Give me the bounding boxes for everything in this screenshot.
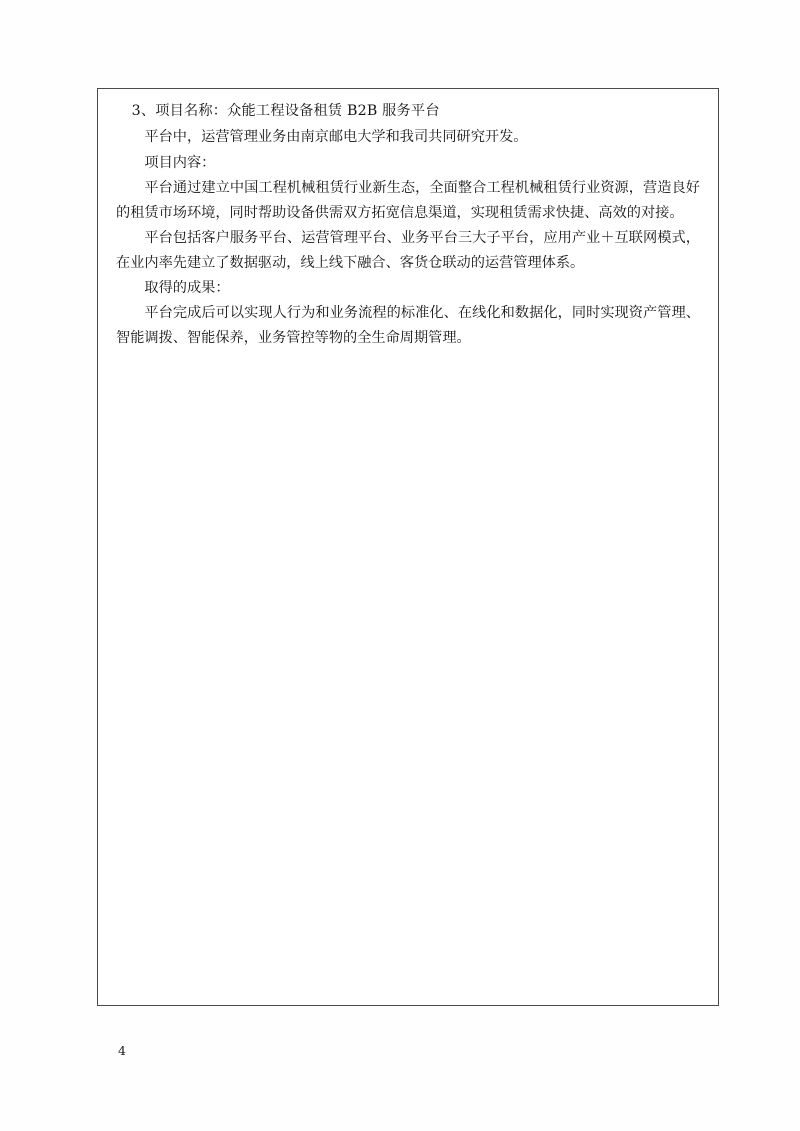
page-number: 4 [118,1043,126,1058]
document-content-frame [97,88,719,1006]
document-body [98,89,718,350]
paragraph-results-detail: 平台完成后可以实现人行为和业务流程的标准化、在线化和数据化，同时实现资产管理、智能调拨、智能保养，业务管控等物的全生命周期管理。 [116,305,700,346]
paragraph-cooperation: 平台中，运营管理业务由南京邮电大学和我司共同研究开发。 [144,129,528,146]
section-label-project-content: 项目内容： [144,154,216,171]
project-heading: 3、项目名称：众能工程设备租赁 B2B 服务平台 [131,103,440,119]
paragraph-platform-structure: 平台包括客户服务平台、运营管理平台、业务平台三大子平台，应用产业＋互联网模式，在业内率先建立了数据驱动，线上线下融合、客货仓联动的运营管理体系。 [116,230,700,271]
section-label-results: 取得的成果： [144,279,230,296]
paragraph-platform-ecosystem: 平台通过建立中国工程机械租赁行业新生态，全面整合工程机械租赁行业资源，营造良好的租赁市场环境，同时帮助设备供需双方拓宽信息渠道，实现租赁需求快捷、高效的对接。 [116,180,700,221]
